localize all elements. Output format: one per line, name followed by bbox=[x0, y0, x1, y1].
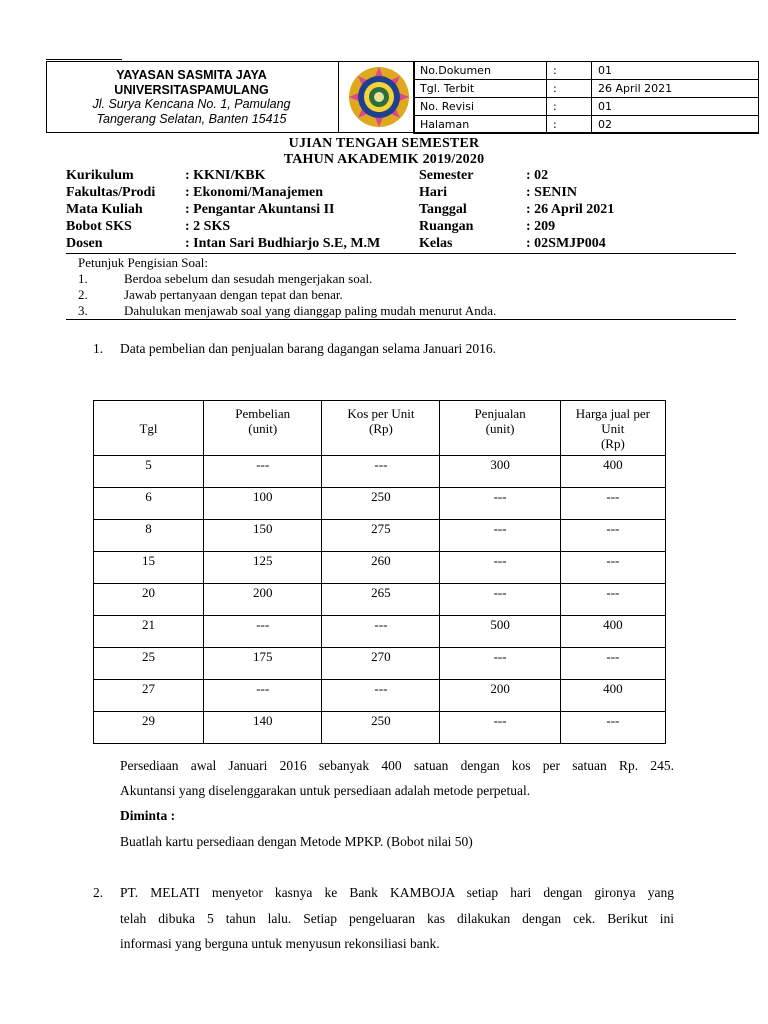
cell: --- bbox=[322, 456, 440, 488]
info-label: Tanggal bbox=[419, 202, 467, 217]
document-meta-table bbox=[413, 61, 759, 134]
cell: --- bbox=[204, 456, 322, 488]
cell: 8 bbox=[94, 520, 204, 552]
cell: 100 bbox=[204, 488, 322, 520]
address-line-1: Jl. Surya Kencana No. 1, Pamulang bbox=[92, 97, 291, 111]
cell: 150 bbox=[204, 520, 322, 552]
university-name: UNIVERSITASPAMULANG bbox=[114, 83, 269, 97]
exam-title: UJIAN TENGAH SEMESTER bbox=[288, 136, 480, 151]
info-value: : 2 SKS bbox=[185, 219, 231, 234]
cell: --- bbox=[322, 680, 440, 712]
question-number: 2. bbox=[93, 885, 104, 900]
cell: 25 bbox=[94, 648, 204, 680]
info-value: : 26 April 2021 bbox=[526, 202, 615, 217]
table-row bbox=[94, 680, 666, 712]
exam-subtitle: TAHUN AKADEMIK 2019/2020 bbox=[283, 152, 485, 167]
info-value: : 02 bbox=[526, 168, 549, 183]
info-value: : 02SMJP004 bbox=[526, 236, 606, 251]
purchase-sales-table bbox=[93, 400, 666, 744]
table-row bbox=[94, 584, 666, 616]
column-header: Pembelian (unit) bbox=[204, 401, 322, 456]
paragraph-line: telah dibuka 5 tahun lalu. Setiap pengeluaran kas dilakukan dengan cek. Berikut ini bbox=[120, 911, 674, 926]
cell: 20 bbox=[94, 584, 204, 616]
diminta-heading: Diminta : bbox=[120, 808, 176, 823]
instruction-text: Berdoa sebelum dan sesudah mengerjakan soal. bbox=[124, 271, 373, 286]
info-value: : KKNI/KBK bbox=[185, 168, 266, 183]
info-value: : Intan Sari Budhiarjo S.E, M.M bbox=[185, 236, 381, 251]
instruction-text: Jawab pertanyaan dengan tepat dan benar. bbox=[124, 287, 343, 302]
cell: 260 bbox=[322, 552, 440, 584]
info-label: Kurikulum bbox=[66, 168, 134, 183]
divider bbox=[66, 253, 736, 254]
address-line-2: Tangerang Selatan, Banten 15415 bbox=[96, 112, 287, 126]
meta-label: No. Revisi bbox=[414, 98, 547, 116]
table-row bbox=[94, 520, 666, 552]
table-row bbox=[94, 616, 666, 648]
divider bbox=[66, 319, 736, 320]
cell: 29 bbox=[94, 712, 204, 744]
cell: 140 bbox=[204, 712, 322, 744]
cell: --- bbox=[560, 552, 665, 584]
info-label: Bobot SKS bbox=[66, 219, 132, 234]
info-value: : Pengantar Akuntansi II bbox=[185, 202, 335, 217]
cell: 300 bbox=[440, 456, 560, 488]
cell: --- bbox=[204, 616, 322, 648]
meta-sep: : bbox=[547, 116, 592, 134]
cell: --- bbox=[560, 520, 665, 552]
info-label: Kelas bbox=[419, 236, 453, 251]
university-logo bbox=[346, 64, 412, 130]
info-value: : Ekonomi/Manajemen bbox=[185, 185, 324, 200]
meta-sep: : bbox=[547, 62, 592, 80]
column-header: Penjualan (unit) bbox=[440, 401, 560, 456]
cell: 275 bbox=[322, 520, 440, 552]
cell: --- bbox=[440, 712, 560, 744]
cell: 400 bbox=[560, 616, 665, 648]
cell: 250 bbox=[322, 488, 440, 520]
meta-value: 01 bbox=[592, 98, 759, 116]
cell: 200 bbox=[440, 680, 560, 712]
cell: --- bbox=[440, 488, 560, 520]
info-label: Dosen bbox=[66, 236, 103, 251]
table-header-row bbox=[94, 401, 666, 456]
task-text: Buatlah kartu persediaan dengan Metode MPKP. (Bobot nilai 50) bbox=[120, 834, 473, 849]
paragraph-line: PT. MELATI menyetor kasnya ke Bank KAMBOJA setiap hari dengan gironya yang bbox=[120, 885, 674, 900]
info-label: Semester bbox=[419, 168, 474, 183]
column-header: Harga jual per Unit (Rp) bbox=[560, 401, 665, 456]
paragraph-line: Akuntansi yang diselenggarakan untuk persediaan adalah metode perpetual. bbox=[120, 783, 531, 798]
column-header: Kos per Unit (Rp) bbox=[322, 401, 440, 456]
cell: --- bbox=[560, 648, 665, 680]
cell: 250 bbox=[322, 712, 440, 744]
meta-row bbox=[414, 116, 759, 134]
paragraph-line: Persediaan awal Januari 2016 sebanyak 400 satuan dengan kos per satuan Rp. 245. bbox=[120, 758, 674, 773]
meta-row bbox=[414, 98, 759, 116]
instructions-heading: Petunjuk Pengisian Soal: bbox=[78, 255, 208, 270]
question-text: Data pembelian dan penjualan barang dagangan selama Januari 2016. bbox=[120, 341, 496, 356]
cell: 500 bbox=[440, 616, 560, 648]
cell: --- bbox=[440, 520, 560, 552]
meta-row bbox=[414, 62, 759, 80]
cell: --- bbox=[560, 584, 665, 616]
table-row bbox=[94, 648, 666, 680]
cell: 265 bbox=[322, 584, 440, 616]
cell: --- bbox=[440, 584, 560, 616]
cell: 400 bbox=[560, 456, 665, 488]
meta-label: No.Dokumen bbox=[414, 62, 547, 80]
column-header: Tgl bbox=[94, 401, 204, 456]
cell: 6 bbox=[94, 488, 204, 520]
cell: 125 bbox=[204, 552, 322, 584]
table-row bbox=[94, 552, 666, 584]
info-label: Hari bbox=[419, 185, 447, 200]
cell: 175 bbox=[204, 648, 322, 680]
cell: 270 bbox=[322, 648, 440, 680]
meta-label: Tgl. Terbit bbox=[414, 80, 547, 98]
info-label: Ruangan bbox=[419, 219, 474, 234]
org-name: YAYASAN SASMITA JAYA bbox=[116, 68, 267, 82]
info-value: : 209 bbox=[526, 219, 556, 234]
cell: 200 bbox=[204, 584, 322, 616]
cell: --- bbox=[560, 712, 665, 744]
meta-value: 01 bbox=[592, 62, 759, 80]
instruction-number: 3. bbox=[78, 303, 88, 318]
cell: 27 bbox=[94, 680, 204, 712]
cell: --- bbox=[440, 648, 560, 680]
table-row bbox=[94, 712, 666, 744]
meta-value: 26 April 2021 bbox=[592, 80, 759, 98]
info-label: Fakultas/Prodi bbox=[66, 185, 156, 200]
table-row bbox=[94, 488, 666, 520]
table-row bbox=[94, 456, 666, 488]
meta-value: 02 bbox=[592, 116, 759, 134]
cell: 15 bbox=[94, 552, 204, 584]
cell: 21 bbox=[94, 616, 204, 648]
cell: --- bbox=[560, 488, 665, 520]
meta-sep: : bbox=[547, 80, 592, 98]
info-label: Mata Kuliah bbox=[66, 202, 143, 217]
instruction-number: 2. bbox=[78, 287, 88, 302]
cell: --- bbox=[204, 680, 322, 712]
cell: 400 bbox=[560, 680, 665, 712]
question-number: 1. bbox=[93, 341, 104, 356]
meta-row bbox=[414, 80, 759, 98]
paragraph-line: informasi yang berguna untuk menyusun rekonsiliasi bank. bbox=[120, 936, 440, 951]
cell: 5 bbox=[94, 456, 204, 488]
info-value: : SENIN bbox=[526, 185, 577, 200]
meta-label: Halaman bbox=[414, 116, 547, 134]
meta-sep: : bbox=[547, 98, 592, 116]
cell: --- bbox=[440, 552, 560, 584]
header-divider bbox=[338, 62, 339, 132]
cell: --- bbox=[322, 616, 440, 648]
top-rule bbox=[46, 59, 122, 60]
instruction-number: 1. bbox=[78, 271, 88, 286]
instruction-text: Dahulukan menjawab soal yang dianggap paling mudah menurut Anda. bbox=[124, 303, 497, 318]
